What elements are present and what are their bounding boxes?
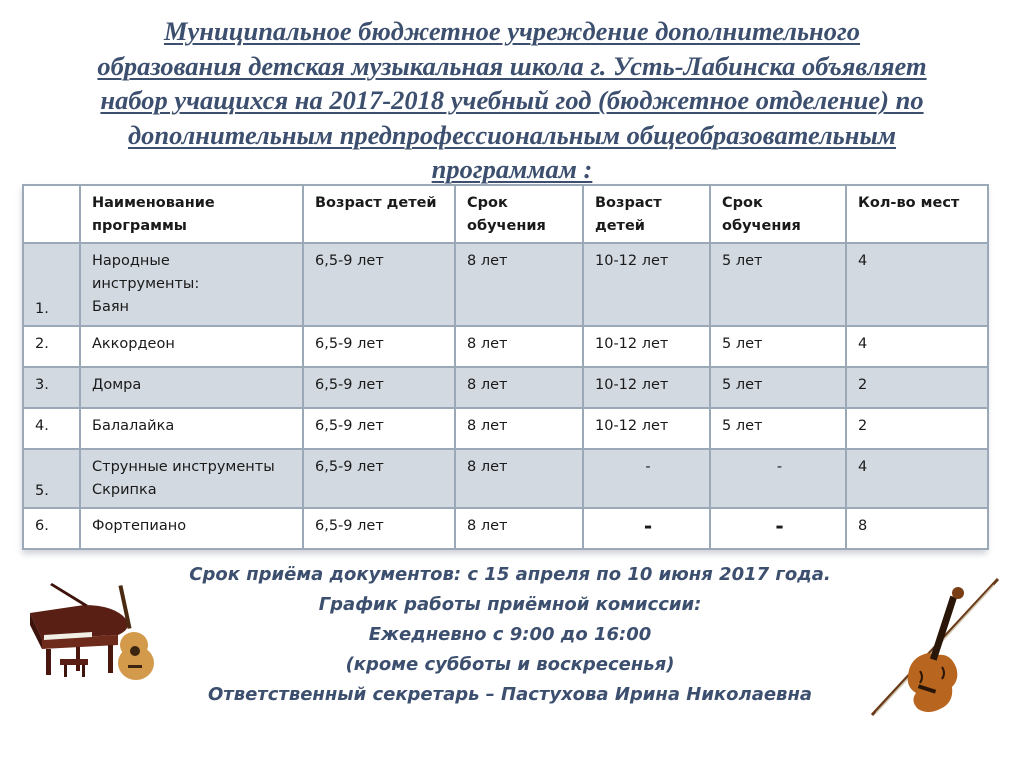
- programs-table: [22, 184, 989, 550]
- piano-and-guitar-illustration: [22, 575, 164, 690]
- term-2: 5 лет: [710, 243, 846, 326]
- age-2: -: [583, 449, 710, 507]
- program-name: Домра: [80, 367, 303, 408]
- age-2: 10-12 лет: [583, 243, 710, 326]
- header-term-1: Срок обучения: [455, 185, 583, 243]
- age-1: 6,5-9 лет: [303, 367, 455, 408]
- term-2: -: [710, 508, 846, 549]
- age-1: 6,5-9 лет: [303, 408, 455, 449]
- table-row: [23, 508, 988, 549]
- age-1: 6,5-9 лет: [303, 449, 455, 507]
- program-name-line: инструменты:: [92, 276, 200, 292]
- heading-line: дополнительным предпрофессиональным общеобразовательным: [127, 119, 897, 150]
- table-row: [23, 449, 988, 507]
- header-places: Кол-во мест: [846, 185, 988, 243]
- row-number: 3.: [23, 367, 80, 408]
- heading-line: Муниципальное бюджетное учреждение дополнительного: [163, 16, 861, 46]
- term-1: 8 лет: [455, 243, 583, 326]
- term-1: 8 лет: [455, 367, 583, 408]
- responsible-secretary: Ответственный секретарь – Пастухова Ирина Николаевна: [207, 684, 813, 705]
- programs-table-container: [22, 184, 987, 550]
- table-header-row: [23, 185, 988, 243]
- row-number: 5.: [23, 449, 80, 507]
- age-2: -: [583, 508, 710, 549]
- admission-deadline: Срок приёма документов: с 15 апреля по 10 июня 2017 года.: [189, 564, 831, 585]
- age-1: 6,5-9 лет: [303, 243, 455, 326]
- program-name: Аккордеон: [80, 326, 303, 367]
- row-number: 2.: [23, 326, 80, 367]
- program-name-line: Скрипка: [92, 482, 157, 499]
- schedule-exception: (кроме субботы и воскресенья): [345, 654, 675, 675]
- table-row: [23, 367, 988, 408]
- age-2: 10-12 лет: [583, 408, 710, 449]
- program-name: Фортепиано: [80, 508, 303, 549]
- age-2: 10-12 лет: [583, 367, 710, 408]
- violin-and-bow-illustration: [858, 575, 1003, 720]
- age-2: 10-12 лет: [583, 326, 710, 367]
- header-term-2: Срок обучения: [710, 185, 846, 243]
- places: 2: [846, 367, 988, 408]
- places: 4: [846, 326, 988, 367]
- row-number: 4.: [23, 408, 80, 449]
- schedule-hours: Ежедневно с 9:00 до 16:00: [368, 624, 652, 645]
- places: 4: [846, 243, 988, 326]
- table-row: [23, 326, 988, 367]
- announcement-heading: [40, 14, 984, 187]
- table-row: [23, 243, 988, 326]
- admission-info: [150, 560, 870, 710]
- term-1: 8 лет: [455, 508, 583, 549]
- row-number: 1.: [23, 243, 80, 326]
- program-name-line: Народные: [92, 253, 170, 269]
- term-2: 5 лет: [710, 326, 846, 367]
- header-program-name: Наименование программы: [80, 185, 303, 243]
- header-number: [23, 185, 80, 243]
- schedule-title: График работы приёмной комиссии:: [318, 594, 702, 615]
- age-1: 6,5-9 лет: [303, 508, 455, 549]
- table-row: [23, 408, 988, 449]
- term-1: 8 лет: [455, 408, 583, 449]
- places: 8: [846, 508, 988, 549]
- term-1: 8 лет: [455, 326, 583, 367]
- term-2: -: [710, 449, 846, 507]
- row-number: 6.: [23, 508, 80, 549]
- age-1: 6,5-9 лет: [303, 326, 455, 367]
- places: 2: [846, 408, 988, 449]
- header-age-2: Возраст детей: [583, 185, 710, 243]
- program-name: Балалайка: [80, 408, 303, 449]
- term-2: 5 лет: [710, 408, 846, 449]
- program-name: [80, 449, 303, 507]
- places: 4: [846, 449, 988, 507]
- heading-line: образования детская музыкальная школа г. Усть-Лабинска объявляет: [97, 50, 927, 81]
- program-name: [80, 243, 303, 326]
- header-age-1: Возраст детей: [303, 185, 455, 243]
- heading-line: программам :: [431, 154, 593, 184]
- program-name-line: Струнные инструменты: [92, 459, 275, 476]
- term-1: 8 лет: [455, 449, 583, 507]
- heading-line: набор учащихся на 2017-2018 учебный год (бюджетное отделение) по: [100, 85, 924, 115]
- program-name-line: Баян: [92, 299, 130, 315]
- term-2: 5 лет: [710, 367, 846, 408]
